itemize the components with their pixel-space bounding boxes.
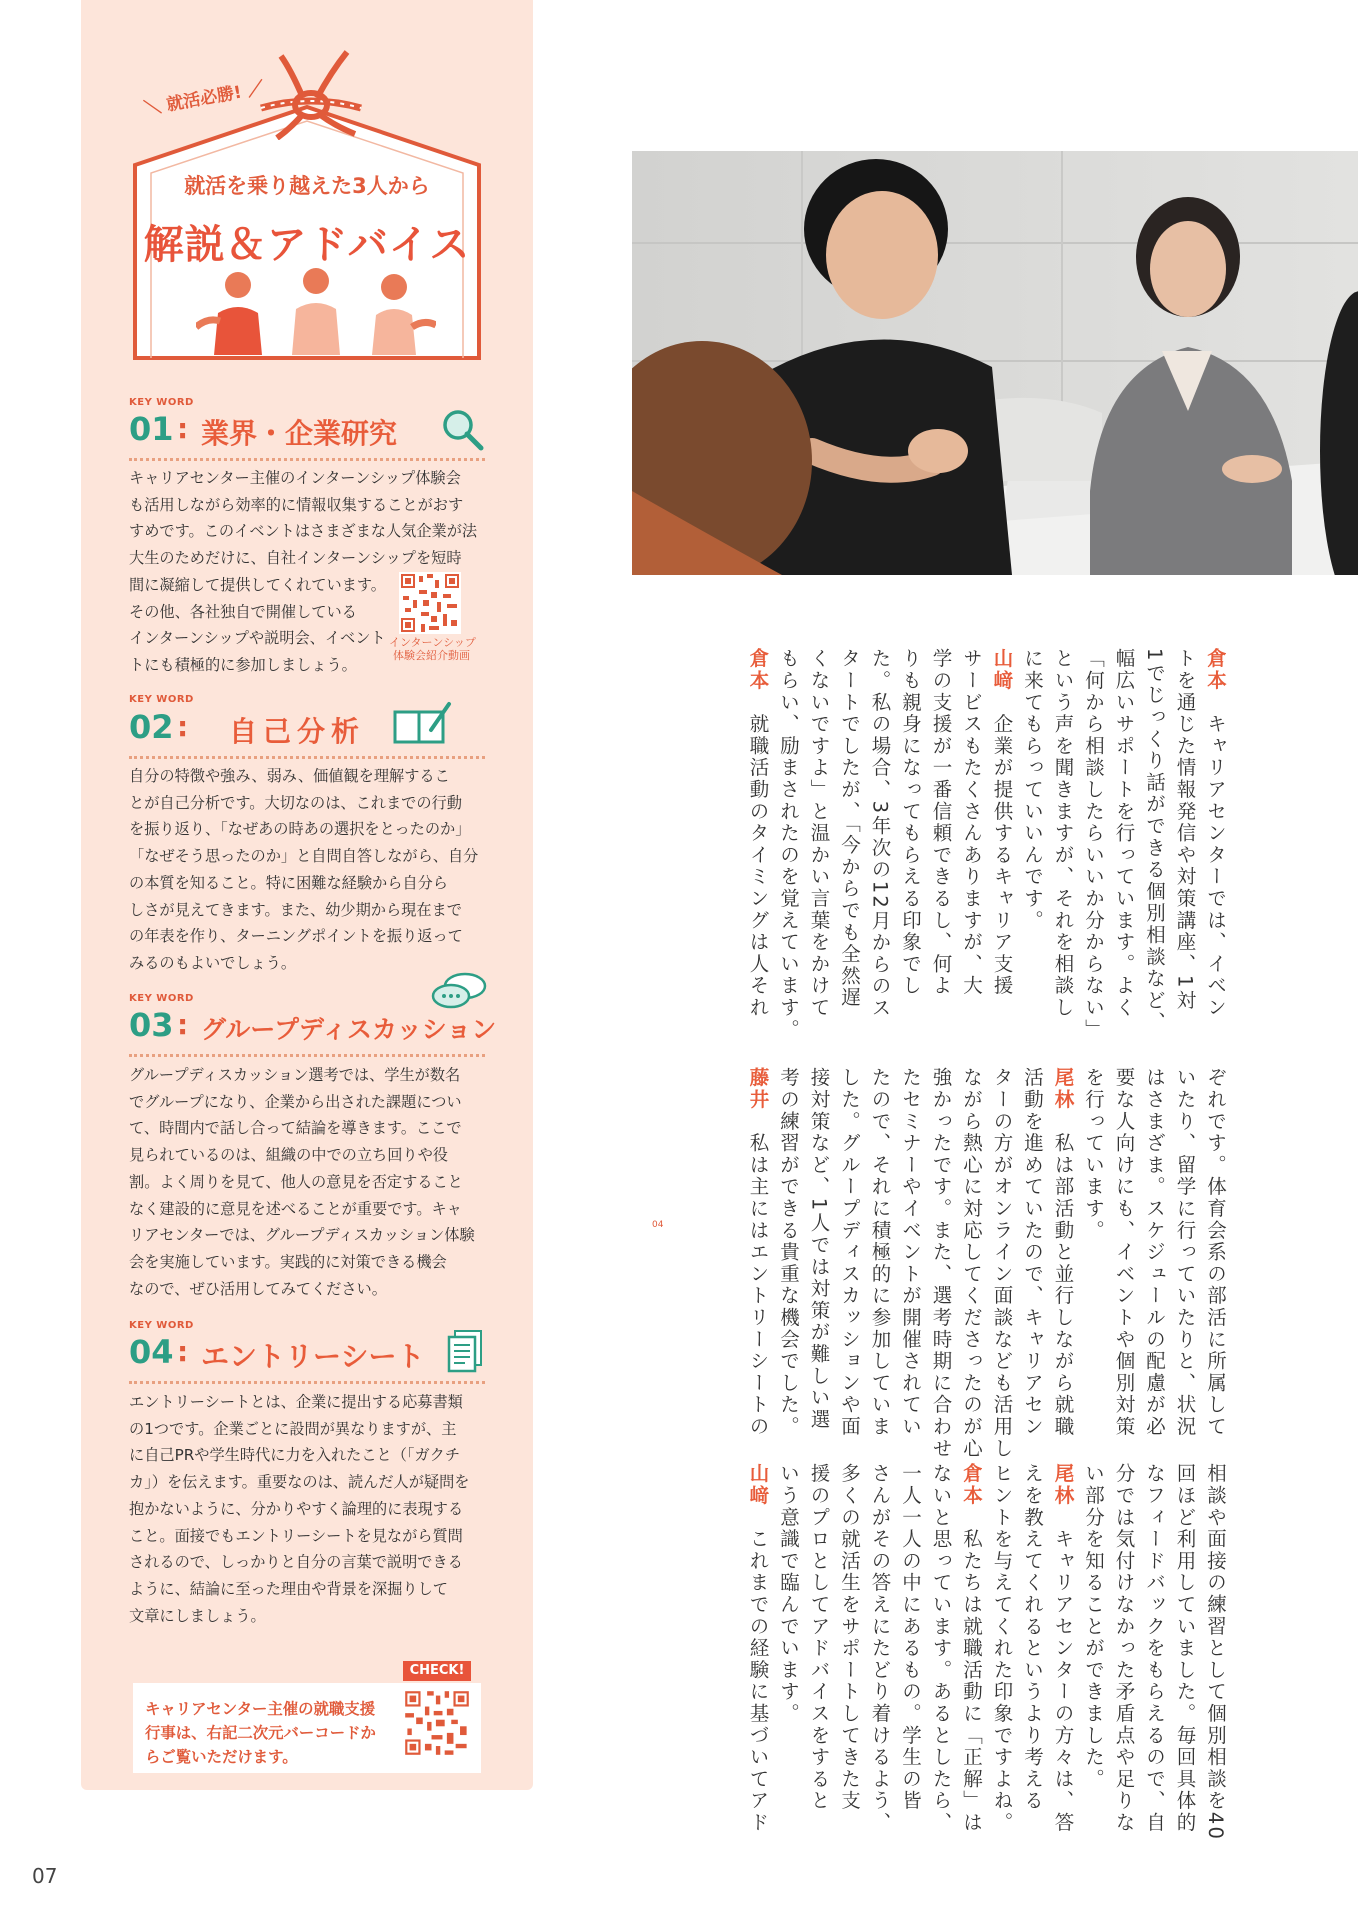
interview-block-middle (742, 1067, 1230, 1460)
interview-line (956, 1067, 987, 1460)
interview-line (742, 648, 773, 1033)
check-line: らご覧いただけます。 (145, 1748, 298, 1766)
notebook-icon (391, 700, 453, 746)
interview-line (1108, 1067, 1139, 1438)
interview-text: 多くの就活生をサポートしてきた支 (838, 1463, 861, 1812)
body-line: トにも積極的に参加しましょう。 (129, 655, 357, 674)
knot-icon (251, 50, 371, 140)
speaker-name: 尾林 (1051, 1463, 1075, 1529)
interview-text: えを教えてくれるというより考える (1021, 1463, 1044, 1812)
keyword-title: エントリーシート (201, 1340, 425, 1373)
speaker-name: 尾林 (1051, 1067, 1075, 1133)
check-tag: CHECK! (403, 1661, 471, 1681)
interview-line (986, 1067, 1017, 1460)
interview-line (1169, 648, 1200, 1033)
interview-text: 相談や面接の練習として個別相談を40 (1204, 1463, 1227, 1842)
check-card (133, 1663, 481, 1773)
keyword-label-01: KEY WORD (129, 397, 194, 408)
interview-text: サービスもたくさんありますが、大 (960, 648, 983, 997)
body-line: でグループになり、企業から出された課題につい (129, 1092, 462, 1111)
body-line: の1つです。企業ごとに設問が異なりますが、主 (129, 1419, 457, 1438)
interview-text: もらい、励まされたのを覚えています。 (777, 648, 800, 1041)
interview-line (773, 1067, 804, 1438)
keyword-heading-04 (129, 1333, 489, 1373)
keyword-panel (81, 0, 533, 1790)
body-line: の本質を知ること。特に困難な経験から自分ら (129, 873, 448, 892)
qr-caption-line: インターンシップ (389, 636, 476, 649)
interview-line (956, 648, 987, 1033)
body-line: を振り返り、「なぜあの時あの選択をとったのか」 (129, 820, 471, 839)
keyword-title: 業界・企業研究 (201, 417, 398, 450)
interview-text: 私は主にはエントリーシートの (746, 1132, 770, 1438)
keyword-number: 01 (129, 410, 174, 448)
keyword-body-02 (129, 763, 484, 977)
body-line: の年表を作り、ターニングポイントを振り返って (129, 927, 463, 946)
interview-line (834, 1463, 865, 1812)
interview-text: 考の練習ができる貴重な機会でした。 (777, 1067, 800, 1438)
interview-line (1108, 1463, 1139, 1834)
speaker-name: 倉本 (1204, 648, 1227, 714)
body-line: 抱かないように、分かりやすく論理的に表現する (129, 1499, 464, 1518)
keyword-divider (129, 756, 485, 759)
body-line: グループディスカッション選考では、学生が数名 (129, 1066, 461, 1084)
interview-line (864, 1463, 895, 1834)
qr-caption-line: 体験会紹介動画 (393, 649, 470, 662)
interview-line (1017, 1463, 1048, 1812)
interview-text: 一人一人の中にあるもの。学生の皆 (899, 1463, 922, 1812)
interview-line (925, 1067, 956, 1460)
interview-line (1108, 648, 1139, 1033)
body-line: インターンシップや説明会、イベント (129, 629, 386, 648)
headline-title: 解説＆アドバイス (143, 222, 471, 268)
interview-line (925, 648, 956, 1033)
interview-line (1200, 1463, 1231, 1842)
body-line: 間に凝縮して提供してくれています。 (129, 575, 386, 594)
interview-line (1047, 648, 1078, 1033)
body-line: なので、ぜひ活用してみてください。 (129, 1279, 387, 1298)
speaker-name: 藤井 (746, 1067, 770, 1133)
interview-line (1200, 648, 1231, 1033)
check-line: 行事は、右記二次元バーコードか (145, 1724, 376, 1742)
interview-photo (632, 151, 1358, 575)
interview-text: 1でじっくり話ができる個別相談など、 (1143, 648, 1166, 1034)
body-line: 文章にしましょう。 (129, 1606, 266, 1625)
keyword-divider (129, 1381, 485, 1384)
keyword-body-04 (129, 1389, 484, 1629)
interview-line (773, 1463, 804, 1793)
interview-line (742, 1067, 773, 1438)
interview-text: なフィードバックをもらえるので、自 (1143, 1463, 1166, 1834)
body-line: とが自己分析です。大切なのは、これまでの行動 (129, 793, 462, 812)
body-line: 会を実施しています。実践的に対策できる機会 (129, 1252, 447, 1271)
keyword-divider (129, 1054, 485, 1057)
speaker-name: 倉本 (960, 1463, 983, 1529)
body-line: みるのもよいでしょう。 (129, 953, 297, 972)
body-line: 「なぜそう思ったのか」と自問自答しながら、自分 (129, 847, 479, 866)
interview-text: した。グループディスカッションや面 (838, 1067, 861, 1438)
body-line: カ」）を伝えます。重要なのは、読んだ人が疑問を (129, 1473, 470, 1492)
keyword-number: 04 (129, 1333, 174, 1371)
interview-line (1139, 1067, 1170, 1438)
interview-line (803, 1067, 834, 1431)
body-line: 自分の特徴や強み、弱み、価値観を理解するこ (129, 767, 450, 785)
interview-text: たセミナーやイベントが開催されてい (899, 1067, 922, 1438)
keyword-heading-01 (129, 410, 489, 450)
interview-text: 強かったです。また、選考時期に合わせ (929, 1067, 953, 1460)
body-line: その他、各社独自で開催している (129, 602, 357, 621)
magnifier-icon (439, 406, 485, 452)
check-text (145, 1697, 376, 1769)
interview-line (1078, 1067, 1109, 1409)
body-line: こと。面接でもエントリーシートを見ながら質問 (129, 1526, 463, 1545)
interview-line (986, 648, 1017, 1033)
interview-text: に来てもらっていいんです。 (1021, 648, 1044, 932)
keyword-number: 02 (129, 708, 174, 746)
interview-text: 企業が提供するキャリア支援 (990, 713, 1014, 997)
interview-text: 接対策など、1人では対策が難しい選 (807, 1067, 831, 1431)
interview-line (1047, 1067, 1078, 1438)
keyword-colon: : (177, 1008, 189, 1041)
keyword-label-02: KEY WORD (129, 694, 194, 705)
body-line: されるので、しっかりと自分の言葉で説明できる (129, 1553, 463, 1572)
interview-line (803, 1463, 834, 1812)
interview-text: 回ほど利用していました。毎回具体的 (1173, 1463, 1197, 1834)
interview-text: タートでしたが、「今からでも全然遅 (838, 648, 861, 1009)
interview-text: これまでの経験に基づいてアド (746, 1528, 770, 1834)
interview-line (1139, 648, 1170, 1033)
headline-tag: ＼ 就活必勝! ／ (142, 78, 266, 120)
interview-text: という声を聞きますが、それを相談し (1051, 648, 1075, 1019)
body-line: キャリアセンター主催のインターンシップ体験会 (129, 469, 461, 487)
interview-text: 私は部活動と並行しながら就職 (1051, 1132, 1075, 1438)
interview-text: いたり、留学に行っていたりと、状況 (1173, 1067, 1197, 1438)
interview-text: 要な人向けにも、イベントや個別対策 (1112, 1067, 1136, 1438)
keyword-divider (129, 458, 485, 461)
interview-text: トを通じた情報発信や対策講座、1対 (1173, 648, 1197, 1012)
interview-line (895, 1067, 926, 1438)
interview-line (1078, 648, 1109, 1041)
interview-text: 就職活動のタイミングは人それ (746, 713, 770, 1019)
body-line: なく建設的に意見を述べることが重要です。キャ (129, 1199, 462, 1218)
interview-line (1200, 1067, 1231, 1438)
interview-line (864, 1067, 895, 1438)
interview-line (834, 1067, 865, 1438)
keyword-body-03 (129, 1062, 484, 1302)
interview-line (742, 1463, 773, 1834)
body-line: リアセンターでは、グループディスカッション体験 (129, 1226, 475, 1245)
body-line: しさが見えてきます。また、幼少期から現在まで (129, 900, 462, 919)
interview-line (1169, 1463, 1200, 1834)
interview-text: いう意識で臨んでいます。 (777, 1463, 800, 1725)
interview-text: はさまざま。スケジュールの配慮が必 (1143, 1067, 1166, 1438)
body-line: も活用しながら効率的に情報収集することがおす (129, 495, 464, 514)
interview-text: くないですよ」と温かい言葉をかけて (807, 648, 831, 1019)
footnote-marker: 04 (652, 1220, 664, 1230)
interview-line (864, 648, 895, 1033)
interview-line (986, 1463, 1017, 1834)
keyword-colon: : (177, 710, 189, 743)
keyword-colon: : (177, 412, 189, 445)
interview-text: 「何から相談したらいいか分からない」 (1082, 648, 1105, 1041)
interview-block-upper (742, 648, 1230, 1041)
interview-text: 幅広いサポートを行っています。よく (1112, 648, 1136, 1019)
body-line: 割。よく周りを見て、他人の意見を否定すること (129, 1172, 463, 1191)
interview-text: りも親身になってもらえる印象でし (899, 648, 922, 997)
speaker-name: 山﨑 (746, 1463, 770, 1529)
keyword-label-04: KEY WORD (129, 1320, 194, 1331)
page-number: 07 (32, 1864, 58, 1888)
interview-text: 援のプロとしてアドバイスをすると (807, 1463, 831, 1812)
interview-line (773, 648, 804, 1041)
body-line: エントリーシートとは、企業に提出する応募書類 (129, 1393, 463, 1411)
interview-line (956, 1463, 987, 1834)
interview-text: た。私の場合、3年次の12月からのス (868, 648, 892, 1020)
keyword-number: 03 (129, 1006, 174, 1044)
speaker-name: 山﨑 (990, 648, 1014, 714)
interview-text: ターの方がオンライン面談なども活用し (990, 1067, 1014, 1460)
interview-text: 私たちは就職活動に「正解」は (960, 1528, 983, 1834)
keyword-title: 自己分析 (229, 715, 366, 748)
interview-text: ヒントを与えてくれた印象ですよね。 (990, 1463, 1014, 1834)
interview-block-lower (742, 1463, 1230, 1842)
interview-text: キャリアセンターでは、イベン (1204, 713, 1227, 1019)
body-line: に自己PRや学生時代に力を入れたこと（「ガクチ (129, 1446, 461, 1465)
interview-line (1017, 1067, 1048, 1438)
interview-line (895, 1463, 926, 1812)
interview-line (895, 648, 926, 1033)
interview-line (1139, 1463, 1170, 1834)
body-line: ように、結論に至った理由や背景を深掘りして (129, 1579, 448, 1598)
interview-text: キャリアセンターの方々は、答 (1051, 1528, 1075, 1834)
headline-subtitle: 就活を乗り越えた3人から (184, 174, 430, 198)
interview-line (1078, 1463, 1109, 1793)
interview-text: ないと思っています。あるとしたら、 (929, 1463, 953, 1834)
document-icon (447, 1329, 483, 1373)
speech-bubbles-icon (429, 972, 487, 1014)
keyword-label-03: KEY WORD (129, 993, 194, 1004)
interview-line (925, 1463, 956, 1834)
body-line: 大生のためだけに、自社インターンシップを短時 (129, 549, 462, 568)
interview-text: 分では気付けなかった矛盾点や足りな (1112, 1463, 1136, 1834)
interview-text: を行っています。 (1082, 1067, 1105, 1242)
keyword-colon: : (177, 1335, 189, 1368)
interview-text: ぞれです。体育会系の部活に所属して (1204, 1067, 1227, 1438)
interview-line (1017, 648, 1048, 1033)
body-line: 見られているのは、組織の中での立ち回りや役 (129, 1146, 448, 1165)
internship-video-qr-code[interactable] (399, 572, 461, 634)
interview-text: ながら熱心に対応してくださったのが心 (960, 1067, 983, 1460)
body-line: すめです。このイベントはさまざまな人気企業が法 (129, 522, 478, 541)
three-people-illustration (196, 265, 436, 355)
interview-text: い部分を知ることができました。 (1082, 1463, 1105, 1790)
interview-line (803, 648, 834, 1033)
body-line: て、時間内で話し合って結論を導きます。ここで (129, 1119, 462, 1138)
interview-text: 活動を進めていたので、キャリアセン (1021, 1067, 1044, 1438)
interview-text: 学の支援が一番信頼できるし、何よ (929, 648, 953, 997)
qr-caption (389, 636, 474, 662)
interview-line (1047, 1463, 1078, 1834)
interview-line (1169, 1067, 1200, 1438)
interview-text: さんがその答えにたどり着けるよう、 (868, 1463, 892, 1834)
speaker-name: 倉本 (746, 648, 770, 714)
keyword-heading-02 (129, 708, 489, 748)
keyword-title: グループディスカッション (201, 1015, 497, 1044)
career-events-qr-code[interactable] (403, 1689, 471, 1757)
interview-text: たので、それに積極的に参加していま (868, 1067, 892, 1438)
check-line: キャリアセンター主催の就職支援 (145, 1700, 376, 1718)
interview-line (834, 648, 865, 1033)
